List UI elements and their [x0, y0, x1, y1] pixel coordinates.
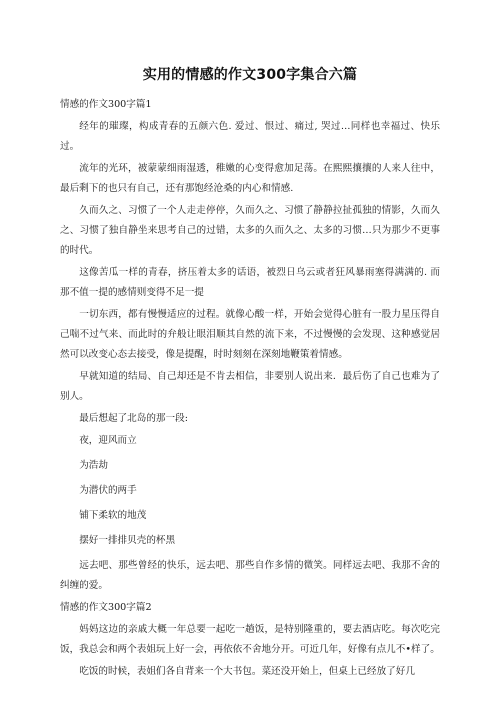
body-paragraph: 最后想起了北岛的那一段: — [79, 413, 188, 424]
body-paragraph: 早就知道的结局、自己却还是不肯去相信，非要别人说出来．最后伤了自己也难为了别人。 — [60, 371, 440, 402]
poem-line: 夜，迎风而立 — [79, 435, 137, 446]
body-paragraph: 远去吧、那些曾经的快乐，远去吧、那些自作多情的微笑。同样远去吧、我那不舍的纠缠的爱。 — [60, 560, 440, 591]
document-body — [60, 95, 440, 684]
poem-line: 为潜伏的两手 — [79, 485, 137, 496]
body-paragraph: 这像苦瓜一样的青春，挤压着太多的话语，被烈日乌云或者狂风暴雨塞得满满的. 而那不值一提的感情则变得不足一提 — [60, 267, 440, 298]
body-paragraph: 吃饭的时候，表姐们各自背来一个大书包。菜还没开始上，但桌上已经放了好几 — [79, 666, 415, 677]
body-paragraph: 一切东西，都有慢慢适应的过程。就像心酸一样，开始会觉得心脏有一股力星压得自己喘不过气来、而此时的弁般让眼泪顺其自然的流下来，不过慢慢的会发现、这种感觉居然可以改变心态去接受，像是提醒，时时刻刻在深刻地鞭策着情感。 — [60, 309, 440, 360]
body-paragraph: 妈妈这边的亲戚大概一年总要一起吃一趟饭，是特别隆重的，要去酒店吃。每次吃完饭，我总会和两个表姐玩上好一会，再依依不舍地分开。可近几年，好像有点儿不•样了。 — [60, 624, 440, 655]
section-heading: 情感的作文300字篇2 — [60, 602, 152, 613]
poem-line: 摆好一排排贝壳的杯黑 — [79, 535, 176, 546]
body-paragraph: 流年的光环，被蒙蒙细雨湿透，稚嫩的心变得愈加足荡。在熙熙攘攘的人来人往中，最后剩下的也只有自己，还有那饱经沧桑的内心和情感. — [60, 163, 440, 194]
poem-line: 为浩劫 — [79, 460, 108, 471]
body-paragraph: 经年的璀璨，构成青春的五颜六色. 爱过、恨过、痛过, 哭过…同样也幸福过、快乐过。 — [60, 121, 440, 152]
poem-line: 铺下柔软的地茂 — [79, 510, 147, 521]
body-paragraph: 久而久之、习惯了一个人走走停停，久而久之、习惯了静静拉扯孤独的情影，久而久之、习惯了独自静坐来思考自己的过错，太多的久而久之、太多的习惯…只为那少不更事的时代。 — [60, 205, 440, 256]
document-title: 实用的情感的作文300字集合六篇 — [142, 67, 358, 83]
section-heading: 情感的作文300字篇1 — [60, 99, 152, 110]
